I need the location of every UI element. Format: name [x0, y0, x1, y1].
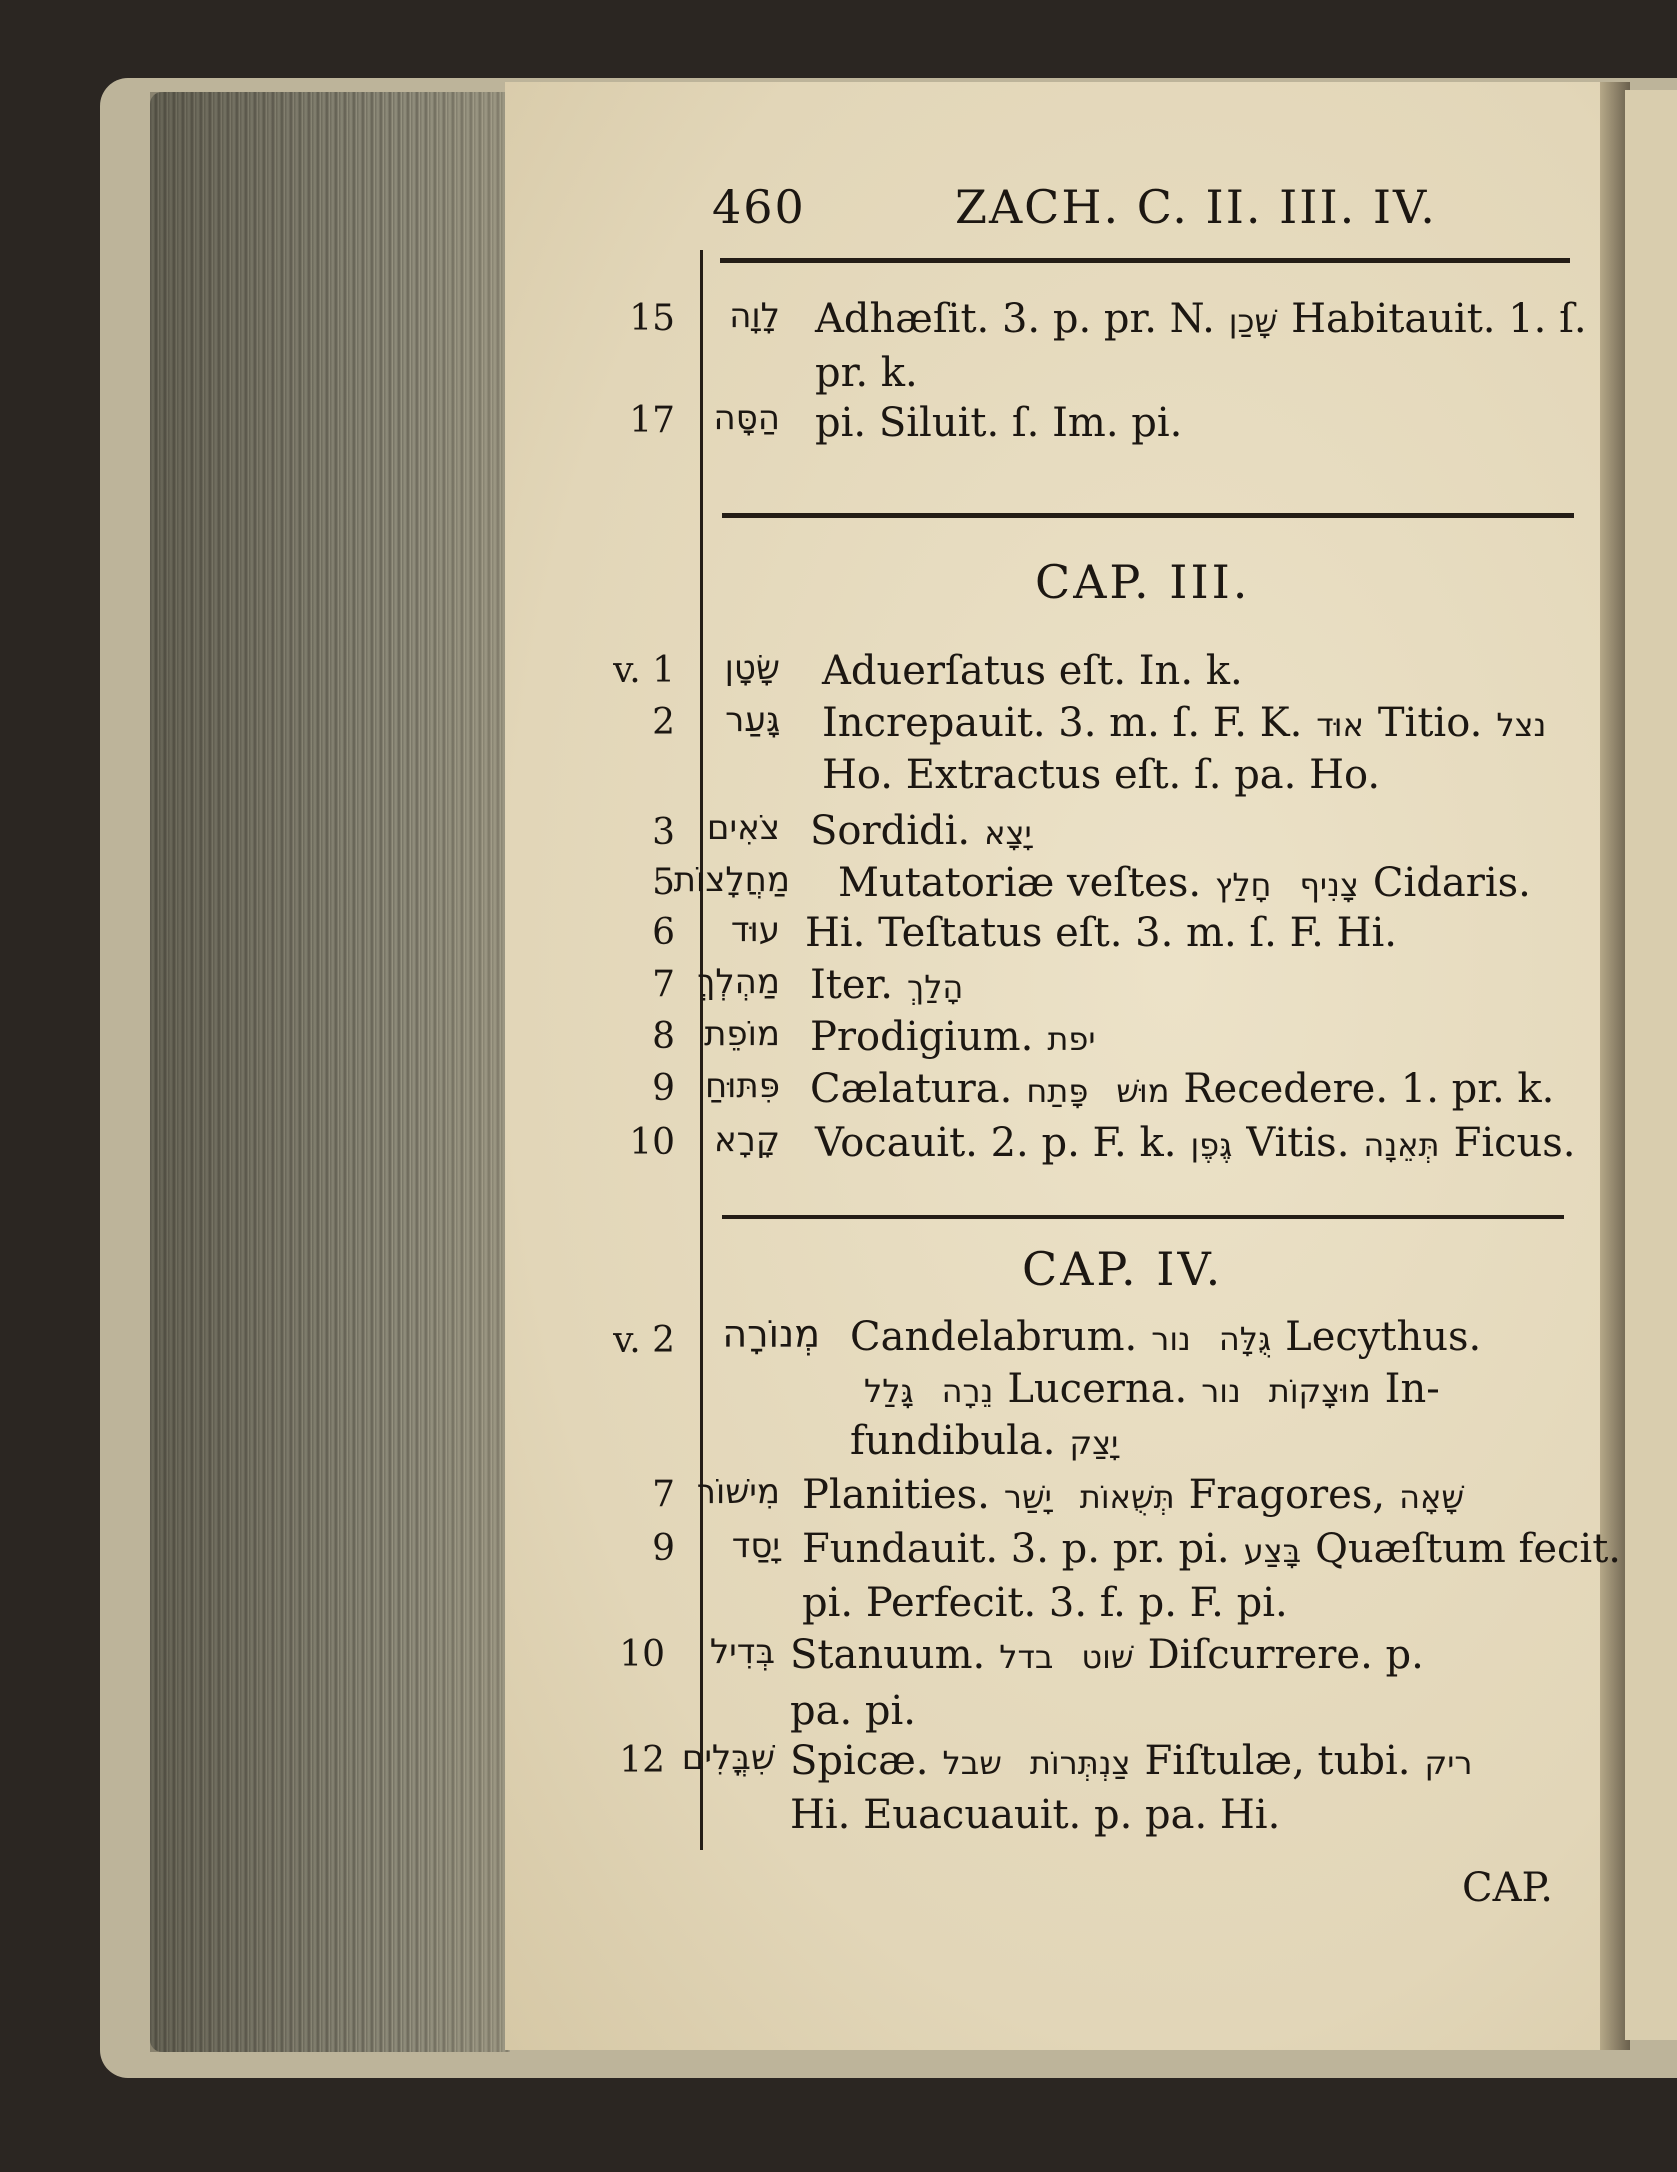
- gloss-text: Spicæ.: [790, 1738, 929, 1784]
- hebrew-root: תְּאֵנָה: [1363, 1126, 1440, 1164]
- gloss-entry: [790, 1738, 1486, 1784]
- gloss-text: Recedere. 1. pr. k.: [1183, 1066, 1555, 1112]
- hebrew-root: בָּצַע: [1243, 1532, 1302, 1570]
- gloss-text: Stanuum.: [790, 1632, 986, 1678]
- gloss-continuation: [850, 1418, 1132, 1464]
- hebrew-root: חָלַץ: [1215, 866, 1272, 904]
- gloss-continuation: [850, 1366, 1440, 1412]
- hebrew-root: שׁוט: [1081, 1638, 1134, 1676]
- hebrew-root: שבל: [942, 1744, 1002, 1782]
- hebrew-root: צַנְתְּרוֹת: [1029, 1744, 1131, 1782]
- gloss-text: Titio.: [1377, 700, 1483, 746]
- gloss-text: Fragores,: [1188, 1472, 1386, 1518]
- hebrew-headword: לָוָה: [729, 296, 780, 336]
- hebrew-headword: מְנוֹרָה: [722, 1312, 820, 1356]
- gloss-text: Planities.: [802, 1472, 990, 1518]
- verse-number: 5: [652, 862, 675, 903]
- section-rule: [722, 1215, 1564, 1219]
- gloss-entry: [838, 860, 1531, 906]
- hebrew-headword: גָּעַר: [725, 700, 780, 740]
- gloss-text: Fundauit. 3. p. pr. pi.: [802, 1526, 1230, 1572]
- gloss-entry: [810, 1066, 1554, 1112]
- gloss-entry: [815, 296, 1587, 342]
- gloss-text: Fiſtulæ, tubi.: [1144, 1738, 1411, 1784]
- hebrew-root: יָשַׁר: [1003, 1478, 1052, 1516]
- gloss-text: Sordidi.: [810, 808, 971, 854]
- hebrew-root: תְּשֻׁאוֹת: [1079, 1478, 1175, 1516]
- verse-number: 7: [652, 1474, 675, 1515]
- hebrew-headword: מַהְלְךְ: [697, 962, 780, 1002]
- gloss-entry: [815, 1120, 1576, 1166]
- hebrew-headword: שִׁבֳּלִים: [681, 1738, 775, 1778]
- hebrew-root: יפת: [1047, 1020, 1096, 1058]
- verse-number: v. 1: [613, 650, 675, 691]
- chapter-heading: CAP. IV.: [1022, 1242, 1224, 1296]
- page-number: 460: [712, 180, 806, 234]
- verse-number: 3: [652, 812, 675, 853]
- gloss-entry: [822, 700, 1560, 746]
- hebrew-root: יָצָא: [984, 814, 1032, 852]
- verse-number: 10: [629, 1122, 675, 1163]
- gloss-continuation: pa. pi.: [790, 1688, 916, 1734]
- chapter-heading: CAP. III.: [1035, 555, 1251, 609]
- gloss-text: Mutatoriæ veſtes.: [838, 860, 1202, 906]
- gloss-entry: [802, 1526, 1621, 1572]
- gloss-text: Ficus.: [1453, 1120, 1576, 1166]
- hebrew-root: יָצַק: [1069, 1424, 1119, 1462]
- hebrew-root: מוּצָקוֹת: [1268, 1372, 1371, 1410]
- gloss-text: Increpauit. 3. m. ſ. F. K.: [822, 700, 1303, 746]
- hebrew-root: נֵרָה: [941, 1372, 994, 1410]
- hebrew-headword: מַחֲלָצוֹת: [673, 860, 790, 900]
- hebrew-headword: יָסַד: [731, 1526, 780, 1566]
- hebrew-headword: פִּתּוּחַ: [704, 1066, 780, 1106]
- hebrew-headword: עוּד: [730, 910, 780, 950]
- hebrew-root: שָׁאָה: [1399, 1478, 1465, 1516]
- gloss-entry: pi. Siluit. ſ. Im. pi.: [815, 400, 1183, 446]
- verse-number: 6: [652, 912, 675, 953]
- verse-number: 15: [629, 298, 675, 339]
- gloss-text: Prodigium.: [810, 1014, 1034, 1060]
- hebrew-root: נור: [1151, 1320, 1191, 1358]
- verse-number: v. 2: [613, 1320, 675, 1361]
- gloss-text: In-: [1384, 1366, 1440, 1412]
- hebrew-root: מוּשׁ: [1116, 1072, 1170, 1110]
- hebrew-root: נצל: [1496, 706, 1547, 744]
- gloss-continuation: Ho. Extractus eſt. ſ. pa. Ho.: [822, 752, 1381, 798]
- hebrew-root: בדל: [999, 1638, 1054, 1676]
- hebrew-headword: הַסָּה: [713, 398, 780, 438]
- gloss-text: Lucerna.: [1007, 1366, 1188, 1412]
- hebrew-root: צָנִיף: [1299, 866, 1359, 904]
- gloss-text: Iter.: [810, 962, 893, 1008]
- gloss-text: Candelabrum.: [850, 1314, 1138, 1360]
- hebrew-headword: צֹאִים: [706, 808, 780, 848]
- gloss-text: Lecythus.: [1285, 1314, 1482, 1360]
- verse-number: 17: [629, 400, 675, 441]
- gloss-entry: [810, 808, 1046, 854]
- hebrew-headword: מִישׁוֹר: [696, 1472, 780, 1512]
- gloss-text: Cidaris.: [1372, 860, 1531, 906]
- hebrew-root: אוּד: [1316, 706, 1364, 744]
- gloss-text: fundibula.: [850, 1418, 1056, 1464]
- hebrew-root: גֶּפֶן: [1190, 1126, 1233, 1164]
- verse-number: 10: [619, 1634, 665, 1675]
- gloss-text: Cælatura.: [810, 1066, 1013, 1112]
- hebrew-root: נור: [1201, 1372, 1241, 1410]
- hebrew-root: הָלַךְ: [907, 968, 964, 1006]
- gloss-text: Adhæſit. 3. p. pr. N.: [815, 296, 1215, 342]
- verse-number: 9: [652, 1528, 675, 1569]
- verse-number: 9: [652, 1068, 675, 1109]
- gloss-entry: [810, 1014, 1110, 1060]
- catchword: CAP.: [1462, 1865, 1554, 1911]
- running-title: ZACH. C. II. III. IV.: [955, 180, 1437, 234]
- hebrew-root: ריק: [1424, 1744, 1473, 1782]
- verse-number: 12: [619, 1740, 665, 1781]
- hebrew-root: שָׁכַן: [1228, 302, 1278, 340]
- gloss-text: Diſcurrere. p.: [1147, 1632, 1424, 1678]
- hebrew-headword: מוֹפֵת: [704, 1014, 780, 1054]
- hebrew-headword: בְּדִיל: [709, 1632, 775, 1672]
- gloss-entry: [810, 962, 977, 1008]
- gloss-text: Quæſtum fecit.: [1315, 1526, 1621, 1572]
- gloss-entry: Aduerſatus eſt. In. k.: [822, 648, 1243, 694]
- gloss-continuation: Hi. Euacuauit. p. pa. Hi.: [790, 1792, 1281, 1838]
- gloss-text: Vitis.: [1246, 1120, 1350, 1166]
- gloss-text: Vocauit. 2. p. F. k.: [815, 1120, 1177, 1166]
- page-block-fore-edge: [150, 92, 510, 2052]
- facing-page-edge: [1625, 90, 1677, 2040]
- verse-number: 2: [652, 702, 675, 743]
- hebrew-root: גֻּלָּה: [1218, 1320, 1272, 1358]
- gloss-entry: [850, 1314, 1481, 1360]
- gloss-entry: [790, 1632, 1424, 1678]
- gloss-continuation: pi. Perfecit. 3. f. p. F. pi.: [802, 1580, 1288, 1626]
- section-rule: [722, 513, 1574, 518]
- gloss-entry: Hi. Teſtatus eſt. 3. m. ſ. F. Hi.: [805, 910, 1397, 956]
- header-rule: [720, 258, 1570, 263]
- gloss-text: Habitauit. 1. ſ.: [1291, 296, 1587, 342]
- hebrew-root: גָּלַל: [864, 1372, 914, 1410]
- hebrew-headword: שָׂטָן: [724, 648, 780, 688]
- verse-number: 8: [652, 1016, 675, 1057]
- gloss-continuation: pr. k.: [815, 350, 918, 396]
- hebrew-root: פָּתַח: [1026, 1072, 1089, 1110]
- hebrew-headword: קָרָא: [713, 1120, 780, 1160]
- gloss-entry: [802, 1472, 1478, 1518]
- verse-number: 7: [652, 964, 675, 1005]
